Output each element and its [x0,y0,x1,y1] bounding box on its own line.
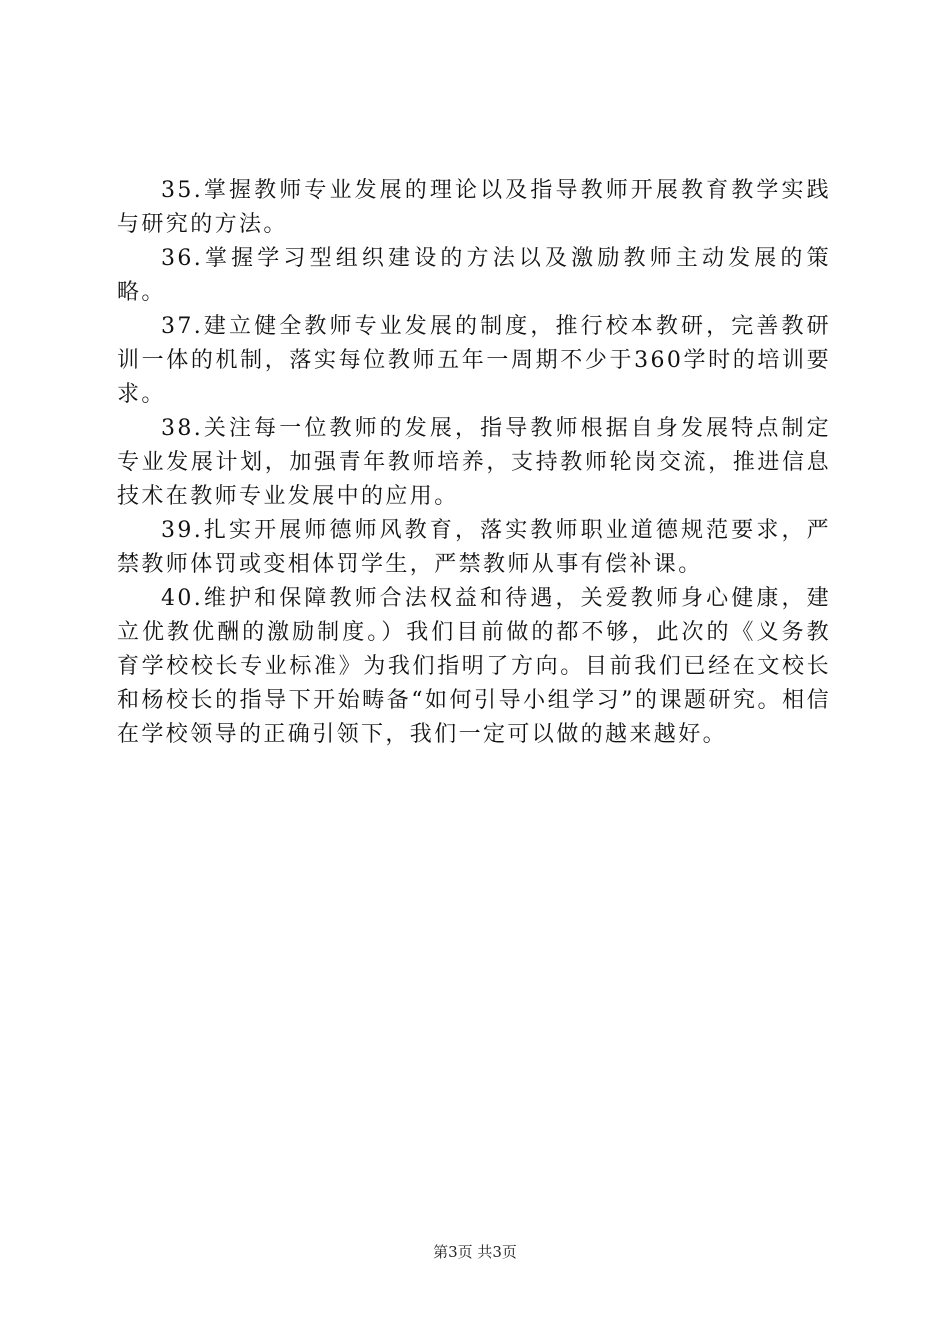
paragraph-35: 35.掌握教师专业发展的理论以及指导教师开展教育教学实践与研究的方法。 [117,178,831,237]
paragraph-36: 36.掌握学习型组织建设的方法以及激励教师主动发展的策略。 [117,246,831,305]
paragraph-37: 37.建立健全教师专业发展的制度，推行校本教研，完善教研训一体的机制，落实每位教师五年一周期不少于360学时的培训要求。 [117,314,831,407]
paragraph-38: 38.关注每一位教师的发展，指导教师根据自身发展特点制定专业发展计划，加强青年教师培养，支持教师轮岗交流，推进信息技术在教师专业发展中的应用。 [117,416,831,509]
page-footer: 第3页 共3页 [433,1243,517,1261]
paragraph-40: 40.维护和保障教师合法权益和待遇，关爱教师身心健康，建立优教优酬的激励制度。）我们目前做的都不够，此次的《义务教育学校校长专业标准》为我们指明了方向。目前我们已经在文校长和杨校长的指导下开始畴备“如何引导小组学习”的课题研究。相信在学校领导的正确引领下，我们一定可以做的越来越好。 [117,586,831,747]
paragraph-39: 39.扎实开展师德师风教育，落实教师职业道德规范要求，严禁教师体罚或变相体罚学生，严禁教师从事有偿补课。 [117,518,831,577]
document-body [117,174,831,752]
